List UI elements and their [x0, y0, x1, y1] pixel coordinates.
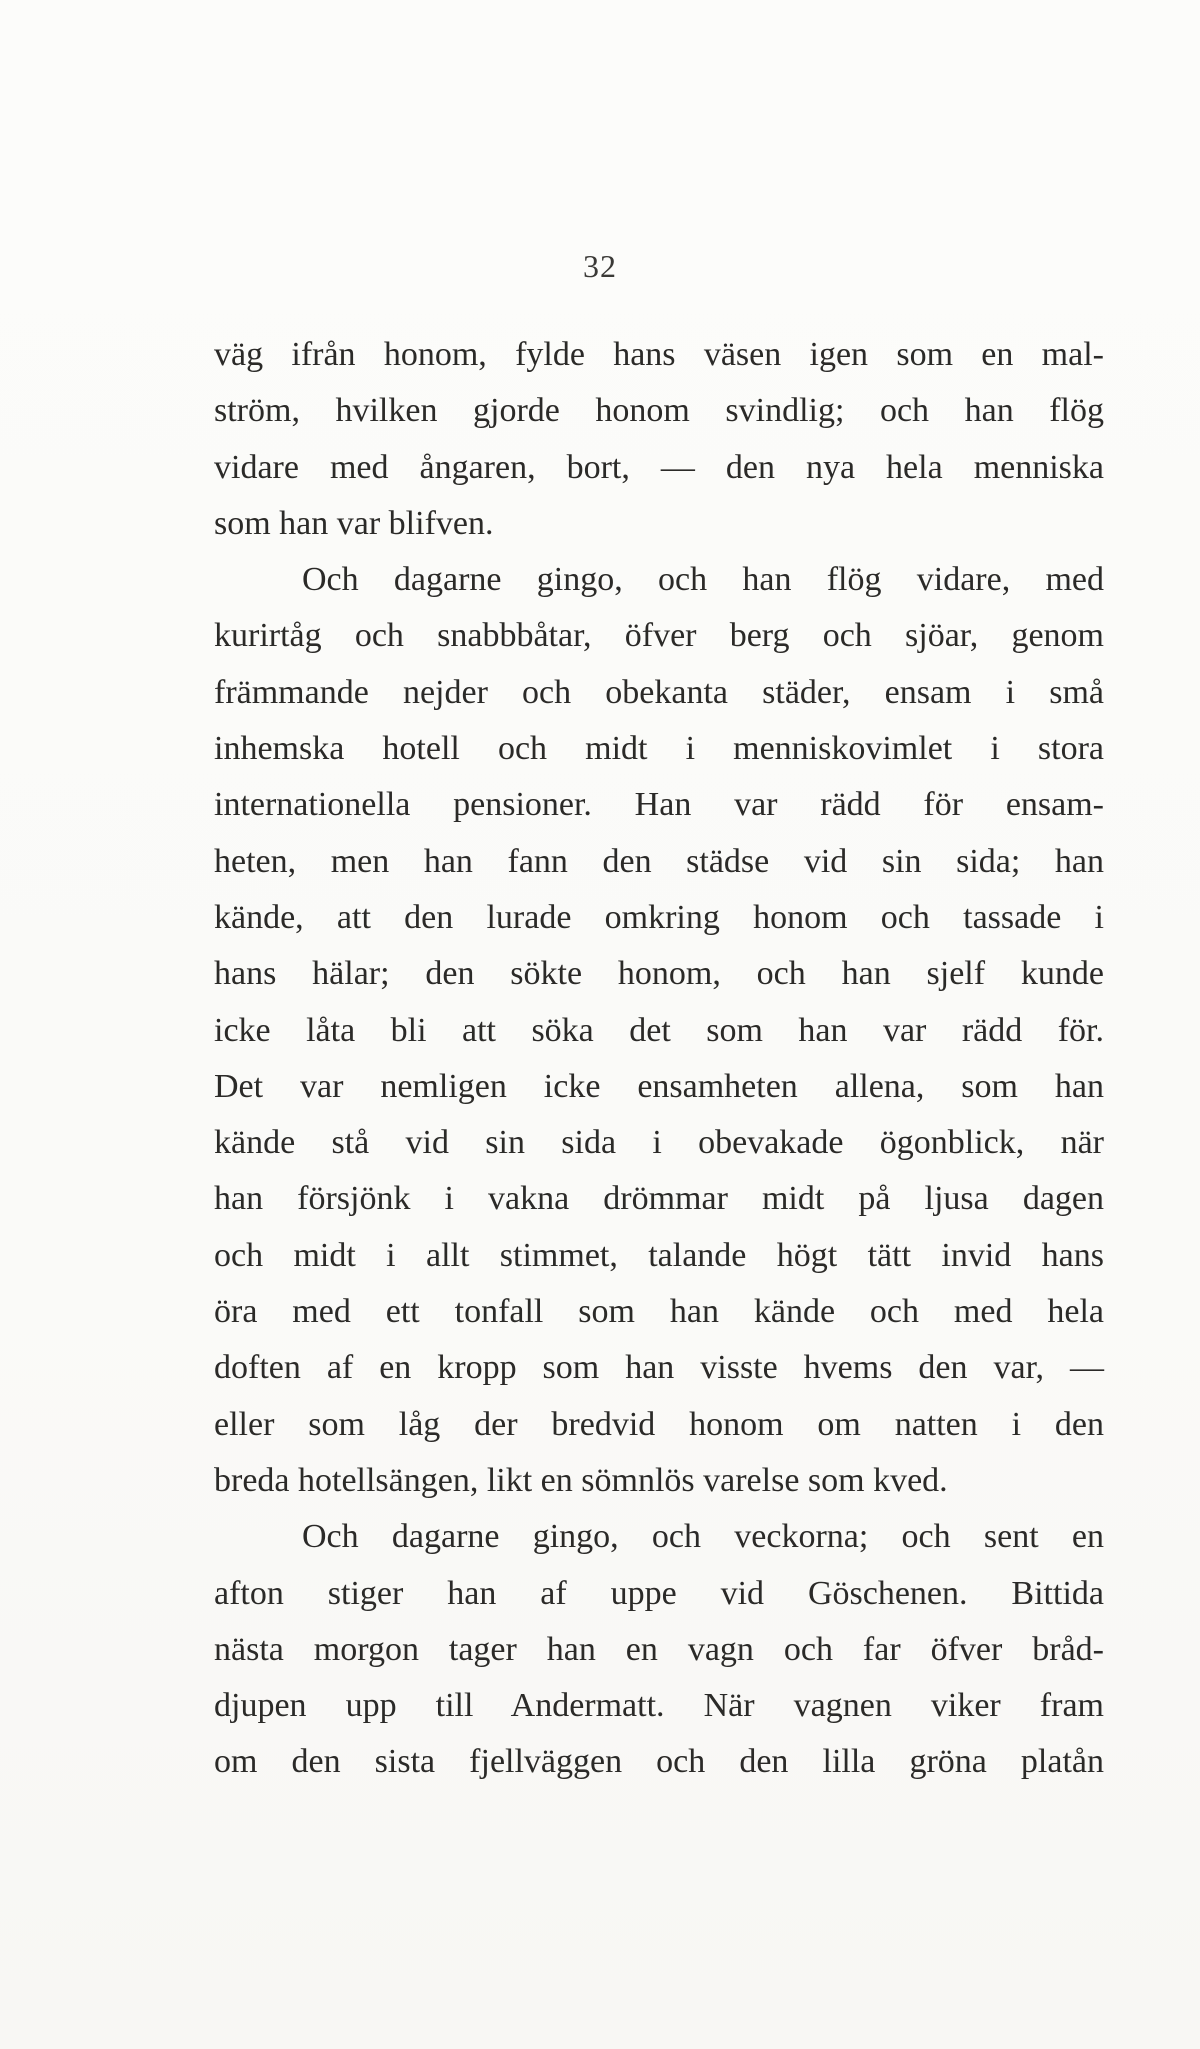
- text-line: och midt i allt stimmet, talande högt tätt invid hans: [214, 1236, 1104, 1274]
- text-line: Det var nemligen icke ensamheten allena, som han: [214, 1067, 1104, 1105]
- text-line: eller som låg der bredvid honom om natten i den: [214, 1405, 1104, 1443]
- text-line: kände, att den lurade omkring honom och tassade i: [214, 898, 1104, 936]
- body-text: [214, 327, 1104, 1791]
- text-line: Och dagarne gingo, och han flög vidare, med: [302, 561, 1104, 599]
- text-line: kände stå vid sin sida i obevakade ögonblick, när: [214, 1124, 1104, 1162]
- text-line: Och dagarne gingo, och veckorna; och sent en: [302, 1518, 1104, 1556]
- text-line: internationella pensioner. Han var rädd för ensam-: [214, 786, 1104, 824]
- text-line: heten, men han fann den städse vid sin sida; han: [214, 842, 1104, 880]
- text-line: kurirtåg och snabbbåtar, öfver berg och sjöar, genom: [214, 617, 1104, 655]
- text-line: som han var blifven.: [214, 504, 494, 542]
- page-number: 32: [583, 248, 617, 284]
- text-line: främmande nejder och obekanta städer, ensam i små: [214, 673, 1104, 711]
- text-line: öra med ett tonfall som han kände och med hela: [214, 1293, 1104, 1331]
- text-line: han försjönk i vakna drömmar midt på ljusa dagen: [214, 1180, 1104, 1218]
- text-line: ström, hvilken gjorde honom svindlig; och han flög: [214, 392, 1104, 430]
- text-line: om den sista fjellväggen och den lilla gröna platån: [214, 1743, 1104, 1781]
- text-line: vidare med ångaren, bort, — den nya hela menniska: [214, 448, 1104, 486]
- text-line: nästa morgon tager han en vagn och far öfver bråd-: [214, 1630, 1104, 1668]
- text-line: hans hälar; den sökte honom, och han sjelf kunde: [214, 955, 1104, 993]
- text-line: afton stiger han af uppe vid Göschenen. Bittida: [214, 1574, 1104, 1612]
- text-line: djupen upp till Andermatt. När vagnen viker fram: [214, 1687, 1104, 1725]
- text-line: doften af en kropp som han visste hvems den var, —: [214, 1349, 1104, 1387]
- text-line: inhemska hotell och midt i menniskovimlet i stora: [214, 730, 1104, 768]
- text-line: breda hotellsängen, likt en sömnlös varelse som kved.: [214, 1461, 948, 1499]
- text-line: väg ifrån honom, fylde hans väsen igen som en mal-: [214, 336, 1104, 373]
- text-line: icke låta bli att söka det som han var rädd för.: [214, 1011, 1104, 1049]
